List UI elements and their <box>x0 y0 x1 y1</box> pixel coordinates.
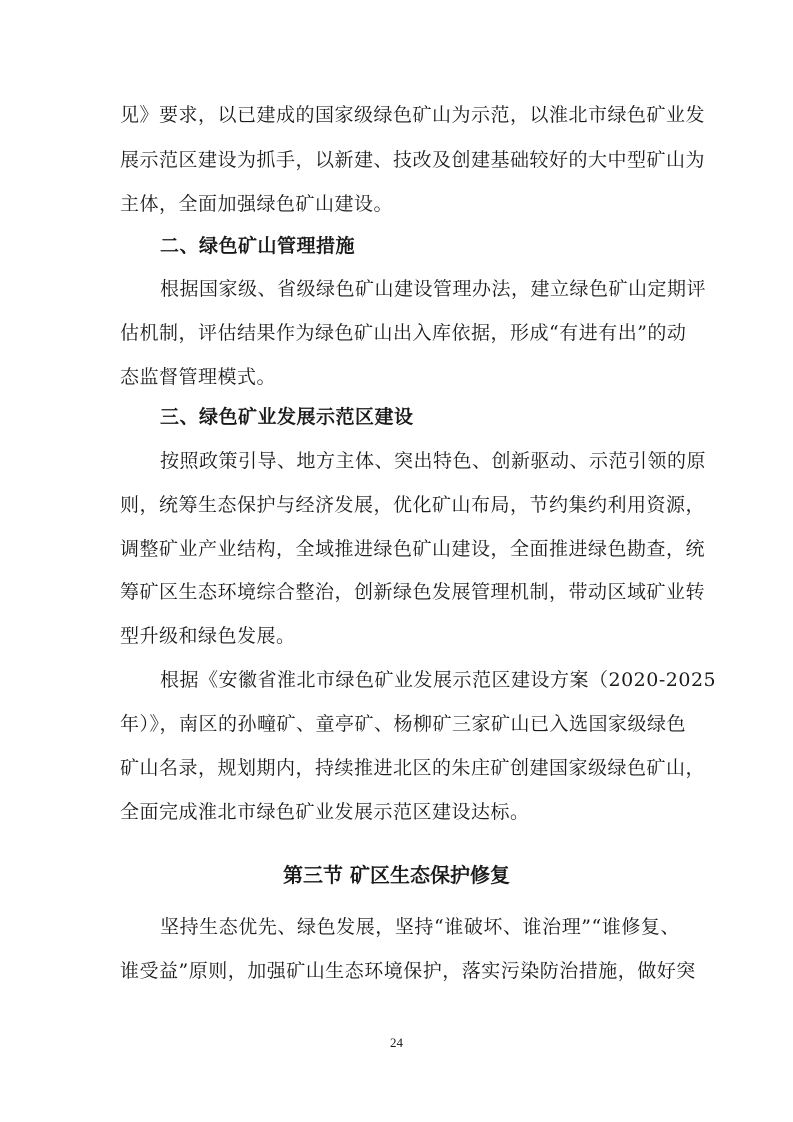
subsection-heading: 二、绿色矿山管理措施 <box>160 235 356 257</box>
text-line: 估机制，评估结果作为绿色矿山出入库依据，形成“有进有出”的动 <box>120 322 687 344</box>
text-line: 根据《安徽省淮北市绿色矿业发展示范区建设方案（2020-2025 <box>160 669 717 691</box>
subsection-heading: 三、绿色矿业发展示范区建设 <box>160 406 414 428</box>
text-line: 展示范区建设为抓手，以新建、技改及创建基础较好的大中型矿山为 <box>120 149 706 171</box>
page-number: 24 <box>390 1035 403 1050</box>
text-line: 则，统筹生态保护与经济发展，优化矿山布局，节约集约利用资源， <box>120 494 706 516</box>
text-line: 全面完成淮北市绿色矿业发展示范区建设达标。 <box>120 801 530 823</box>
text-line: 根据国家级、省级绿色矿山建设管理办法，建立绿色矿山定期评 <box>160 278 707 300</box>
text-line: 谁受益”原则，加强矿山生态环境保护，落实污染防治措施，做好突 <box>120 960 696 982</box>
text-line: 型升级和绿色发展。 <box>120 625 296 647</box>
text-line: 矿山名录，规划期内，持续推进北区的朱庄矿创建国家级绿色矿山， <box>120 757 706 779</box>
section-title: 第三节 矿区生态保护修复 <box>283 863 510 887</box>
text-line: 筹矿区生态环境综合整治，创新绿色发展管理机制，带动区域矿业转 <box>120 581 706 603</box>
text-line: 主体，全面加强绿色矿山建设。 <box>120 193 394 215</box>
text-line: 态监督管理模式。 <box>120 366 277 388</box>
text-line: 见》要求，以已建成的国家级绿色矿山为示范，以淮北市绿色矿业发 <box>120 104 706 126</box>
text-line: 按照政策引导、地方主体、突出特色、创新驱动、示范引领的原 <box>160 450 707 472</box>
text-line: 调整矿业产业结构，全域推进绿色矿山建设，全面推进绿色勘查，统 <box>120 538 706 560</box>
text-line: 坚持生态优先、绿色发展，坚持“谁破坏、谁治理”“谁修复、 <box>160 916 680 938</box>
text-line: 年）》，南区的孙疃矿、童亭矿、杨柳矿三家矿山已入选国家级绿色 <box>120 713 687 735</box>
